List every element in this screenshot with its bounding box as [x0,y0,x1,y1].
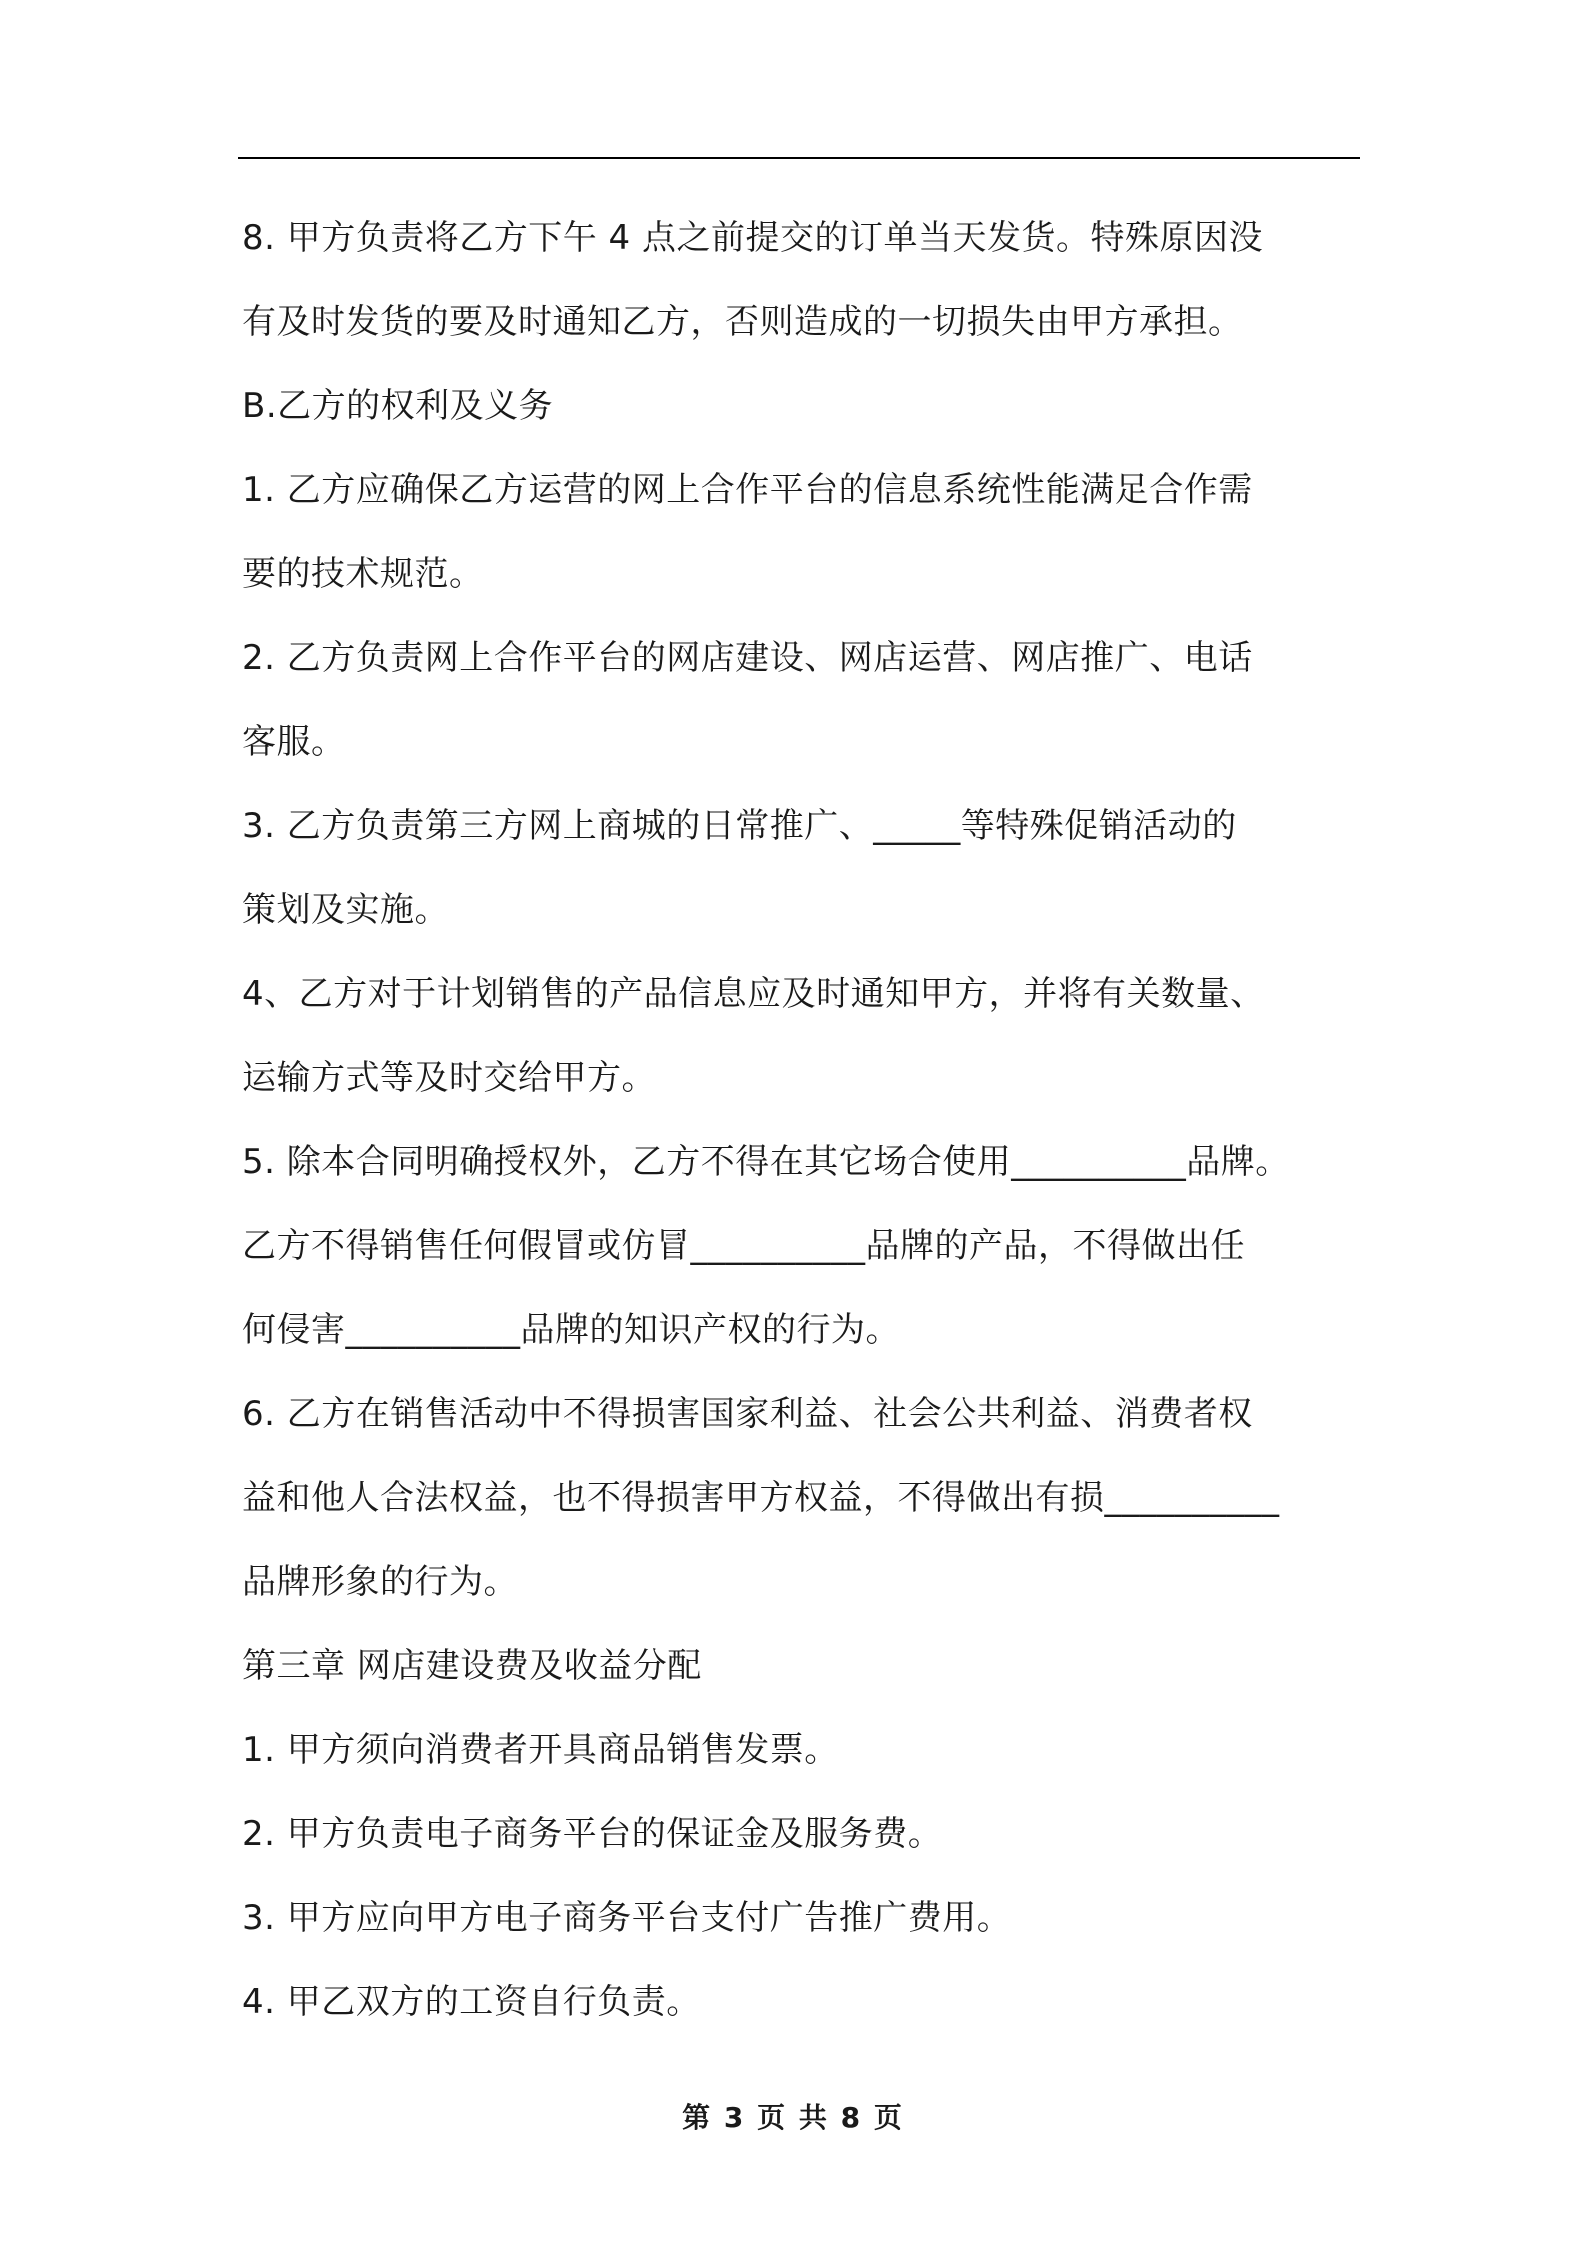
clause-b5-line-1: 5. 除本合同明确授权外，乙方不得在其它场合使用__________品牌。 [242,1142,1290,1182]
clause-8-line-1: 8. 甲方负责将乙方下午 4 点之前提交的订单当天发货。特殊原因没 [242,218,1263,258]
clause-b1-line-2: 要的技术规范。 [242,554,484,594]
clause-b1-line-1: 1. 乙方应确保乙方运营的网上合作平台的信息系统性能满足合作需 [242,470,1253,510]
clause-b2-line-2: 客服。 [242,722,346,762]
page-number-footer: 第 3 页 共 8 页 [682,2101,904,2134]
clause-b4-line-2: 运输方式等及时交给甲方。 [242,1058,656,1098]
clause-b5-line-3: 何侵害__________品牌的知识产权的行为。 [242,1310,900,1350]
document-body [242,196,1357,2044]
clause-b3-line-2: 策划及实施。 [242,890,449,930]
header-rule [238,157,1360,159]
clause-b5-line-2: 乙方不得销售任何假冒或仿冒__________品牌的产品，不得做出任 [242,1226,1245,1266]
clause-b6-line-1: 6. 乙方在销售活动中不得损害国家利益、社会公共利益、消费者权 [242,1394,1253,1434]
clause-b3-line-1: 3. 乙方负责第三方网上商城的日常推广、_____等特殊促销活动的 [242,806,1237,846]
section-heading-b: B.乙方的权利及义务 [242,386,554,426]
chapter-3-heading: 第三章 网店建设费及收益分配 [242,1646,702,1686]
clause-b4-line-1: 4、乙方对于计划销售的产品信息应及时通知甲方，并将有关数量、 [242,974,1265,1014]
chapter-3-clause-4: 4. 甲乙双方的工资自行负责。 [242,1982,701,2022]
clause-b6-line-3: 品牌形象的行为。 [242,1562,518,1602]
clause-8-line-2: 有及时发货的要及时通知乙方，否则造成的一切损失由甲方承担。 [242,302,1243,342]
chapter-3-clause-2: 2. 甲方负责电子商务平台的保证金及服务费。 [242,1814,943,1854]
chapter-3-clause-1: 1. 甲方须向消费者开具商品销售发票。 [242,1730,839,1770]
clause-b2-line-1: 2. 乙方负责网上合作平台的网店建设、网店运营、网店推广、电话 [242,638,1253,678]
chapter-3-clause-3: 3. 甲方应向甲方电子商务平台支付广告推广费用。 [242,1898,1012,1938]
clause-b6-line-2: 益和他人合法权益，也不得损害甲方权益，不得做出有损__________ [242,1478,1280,1518]
